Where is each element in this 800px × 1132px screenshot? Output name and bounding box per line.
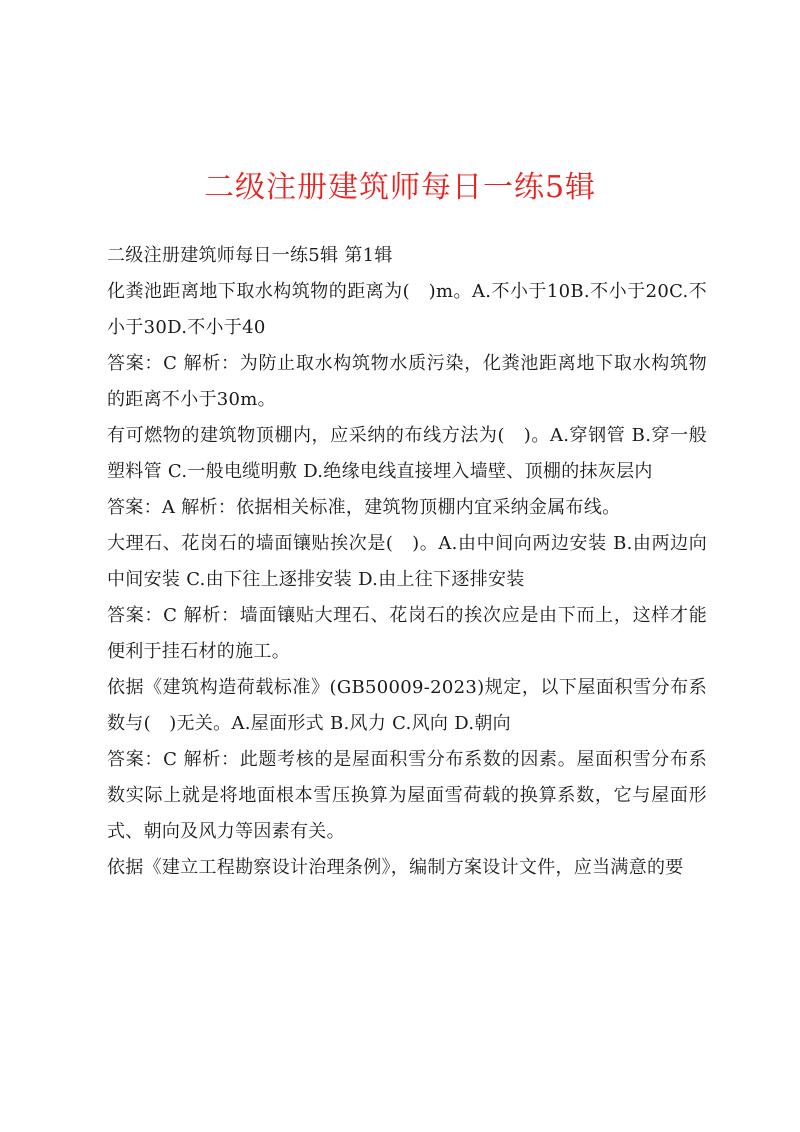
answer-paragraph: 答案：C 解析：此题考核的是屋面积雪分布系数的因素。屋面积雪分布系数实际上就是将地面根本雪压换算为屋面雪荷载的换算系数，它与屋面形式、朝向及风力等因素有关。: [107, 749, 707, 842]
document-subtitle: 二级注册建筑师每日一练5辑 第1辑: [107, 245, 393, 266]
document-title: 二级注册建筑师每日一练5辑: [203, 170, 597, 205]
question-paragraph: 有可燃物的建筑物顶棚内，应采纳的布线方法为( )。A.穿钢管 B.穿一般塑料管 C.一般电缆明敷 D.绝缘电线直接埋入墙壁、顶棚的抹灰层内: [107, 425, 707, 482]
question-paragraph: 依据《建筑构造荷载标准》(GB50009-2023)规定，以下屋面积雪分布系数与( )无关。A.屋面形式 B.风力 C.风向 D.朝向: [107, 677, 707, 734]
answer-paragraph: 答案：A 解析：依据相关标准，建筑物顶棚内宜采纳金属布线。: [107, 497, 621, 518]
answer-paragraph: 答案：C 解析：墙面镶贴大理石、花岗石的挨次应是由下而上，这样才能便利于挂石材的施工。: [107, 605, 707, 662]
answer-paragraph: 答案：C 解析：为防止取水构筑物水质污染，化粪池距离地下取水构筑物的距离不小于30m。: [107, 353, 707, 410]
question-paragraph: 化粪池距离地下取水构筑物的距离为( )m。A.不小于10B.不小于20C.不小于30D.不小于40: [107, 281, 707, 338]
question-paragraph: 大理石、花岗石的墙面镶贴挨次是( )。A.由中间向两边安装 B.由两边向中间安装 C.由下往上逐排安装 D.由上往下逐排安装: [107, 533, 707, 590]
question-paragraph: 依据《建立工程勘察设计治理条例》，编制方案设计文件，应当满意的要: [107, 857, 684, 878]
document-body: [107, 238, 707, 886]
